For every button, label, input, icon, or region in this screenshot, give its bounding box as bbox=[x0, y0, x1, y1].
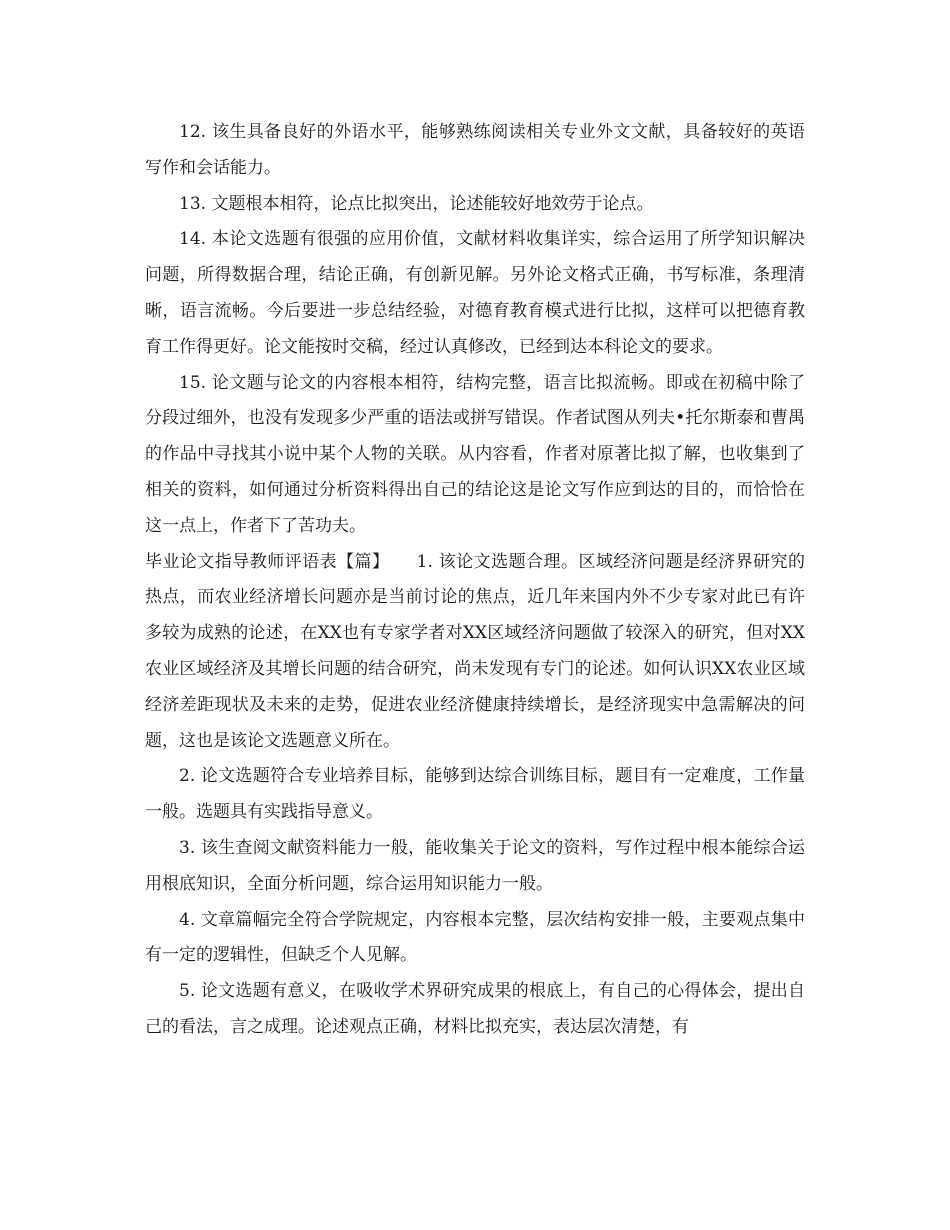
paragraph-item-14: 14. 本论文选题有很强的应用价值，文献材料收集详实，综合运用了所学知识解决问题，所得数据合理，结论正确，有创新见解。另外论文格式正确，书写标准，条理清晰，语言流畅。今后要进一步总结经验，对德育教育模式进行比拟，这样可以把德育教育工作得更好。论文能按时交稿，经过认真修改，已经到达本科论文的要求。 bbox=[145, 229, 805, 357]
paragraph-item-12: 12. 该生具备良好的外语水平，能够熟练阅读相关专业外文文献，具备较好的英语写作和会话能力。 bbox=[145, 122, 805, 178]
paragraph-item-13: 13. 文题根本相符，论点比拟突出，论述能较好地效劳于论点。 bbox=[179, 193, 654, 214]
document-page bbox=[145, 115, 805, 1046]
paragraph-item-2: 2. 论文选题符合专业培养目标，能够到达综合训练目标，题目有一定难度，工作量一般。选题具有实践指导意义。 bbox=[145, 766, 805, 823]
paragraph-item-3: 3. 该生查阅文献资料能力一般，能收集关于论文的资料，写作过程中根本能综合运用根底知识，全面分析问题，综合运用知识能力一般。 bbox=[145, 837, 805, 894]
paragraph-item-4: 4. 文章篇幅完全符合学院规定，内容根本完整，层次结构安排一般，主要观点集中有一定的逻辑性，但缺乏个人见解。 bbox=[145, 909, 805, 966]
section-item-1: 1. 该论文选题合理。区域经济问题是经济界研究的热点，而农业经济增长问题亦是当前讨论的焦点，近几年来国内外不少专家对此已有许多较为成熟的论述，在XX也有专家学者对XX区域经济问题做了较深入的研究，但对XX农业区域经济及其增长问题的结合研究，尚未发现有专门的论述。如何认识XX农业区域经济差距现状及未来的走势，促进农业经济健康持续增长，是经济现实中急需解决的问题，这也是该论文选题意义所在。 bbox=[145, 551, 806, 751]
paragraph-item-15: 15. 论文题与论文的内容根本相符，结构完整，语言比拟流畅。即或在初稿中除了分段过细外，也没有发现多少严重的语法或拼写错误。作者试图从列夫•托尔斯泰和曹禺的作品中寻找其小说中某个人物的关联。从内容看，作者对原著比拟了解，也收集到了相关的资料，如何通过分析资料得出自己的结论这是论文写作应到达的目的，而恰恰在这一点上，作者下了苦功夫。 bbox=[145, 372, 805, 536]
section-heading: 毕业论文指导教师评语表【篇】 bbox=[145, 551, 390, 572]
paragraph-item-5: 5. 论文选题有意义，在吸收学术界研究成果的根底上，有自己的心得体会，提出自己的看法，言之成理。论述观点正确，材料比拟充实，表达层次清楚，有 bbox=[145, 981, 805, 1037]
section-paragraph bbox=[145, 545, 805, 760]
